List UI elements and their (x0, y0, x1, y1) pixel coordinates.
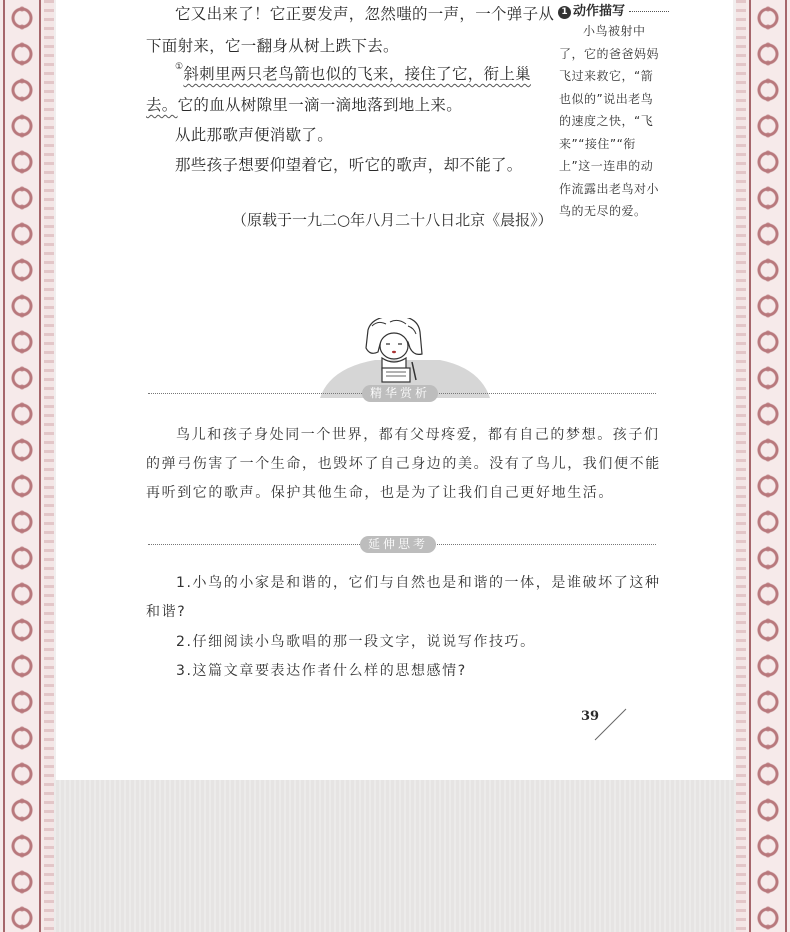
annotation-note: 小鸟被射中了，它的爸爸妈妈飞过来救它，“箭也似的”说出老鸟的速度之快，“飞来”“接住”“衔上”这一连串的动作流露出老鸟对小鸟的无尽的爱。 (559, 24, 660, 218)
decorative-border-right (746, 0, 790, 932)
story-line: 下面射来，它一翻身从树上跌下去。 (146, 37, 399, 55)
story-line: 去。它的血从树隙里一滴一滴地落到地上来。 (146, 96, 463, 114)
story-line: 它又出来了！它正要发声，忽然嗤的一声，一个弹子从 (175, 5, 555, 23)
appreciation-line: 鸟儿和孩子身处同一个世界，都有父母疼爱，都有自己的梦想。孩子们 (176, 427, 660, 443)
appreciation-label: 精华赏析 (362, 385, 438, 402)
story-line (175, 62, 531, 84)
question-item: 1.小鸟的小家是和谐的，它们与自然也是和谐的一体，是谁破坏了这种 (176, 575, 661, 591)
annotation-header (558, 0, 669, 19)
highlighted-sentence-end: 去。 (146, 96, 178, 114)
decorative-border-inner-right (736, 0, 746, 932)
story-line: 从此那歌声便消歇了。 (175, 126, 334, 144)
page-number: 39 (581, 709, 600, 724)
annotation-title: 动作描写 (573, 4, 626, 19)
question-item: 2.仔细阅读小鸟歌唱的那一段文字，说说写作技巧。 (176, 634, 536, 650)
annotation-number-badge: 1 (558, 6, 571, 19)
question-item: 和谐? (146, 604, 187, 620)
page-number-slash (594, 708, 628, 742)
footnote-marker: ① (175, 62, 184, 72)
decorative-border-inner-left (44, 0, 54, 932)
appreciation-line: 的弹弓伤害了一个生命，也毁坏了自己身边的美。没有了鸟儿，我们便不能 (146, 456, 661, 472)
question-item: 3.这篇文章要表达作者什么样的思想感情? (176, 663, 467, 679)
annotation-dotted-rule (629, 11, 669, 12)
decorative-border-left (0, 0, 44, 932)
story-line: 那些孩子想要仰望着它，听它的歌声，却不能了。 (175, 156, 523, 174)
lower-background (54, 780, 736, 932)
source-citation: （原载于一九二○年八月二十八日北京《晨报》） (232, 211, 553, 229)
highlighted-sentence: 斜刺里两只老鸟箭也似的飞来，接住了它，衔上巢 (183, 65, 531, 83)
appreciation-line: 再听到它的歌声。保护其他生命，也是为了让我们自己更好地生活。 (146, 485, 614, 501)
thinking-label: 延伸思考 (360, 536, 436, 553)
